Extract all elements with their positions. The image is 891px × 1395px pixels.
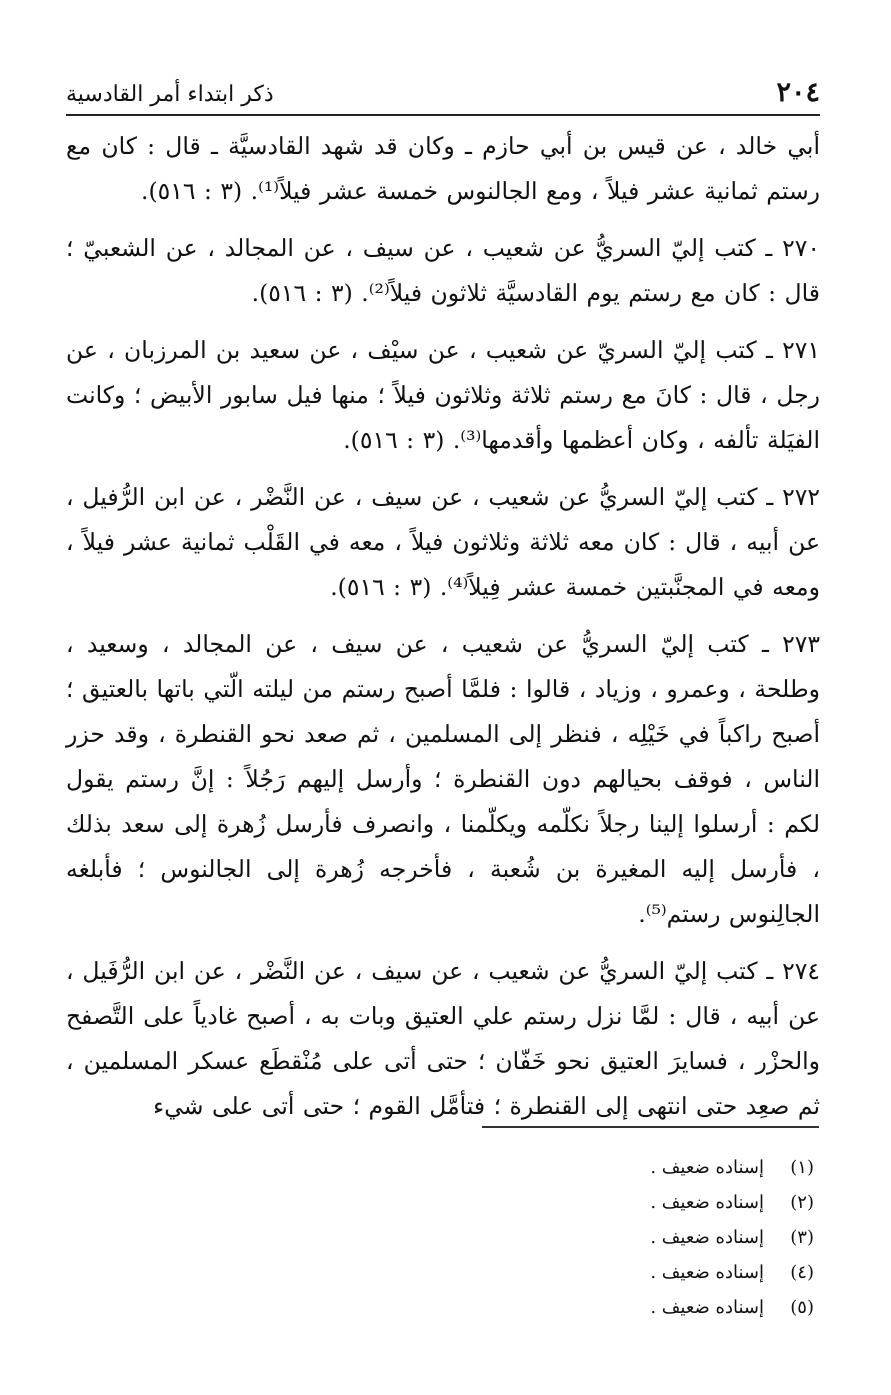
footnote-item	[314, 1185, 814, 1220]
footnote-item	[314, 1290, 814, 1325]
footnote-item	[314, 1150, 814, 1185]
footnote-marker: (٢)	[790, 1192, 814, 1213]
footnote-marker: (٣)	[790, 1227, 814, 1248]
paragraph-271: ٢٧١ ـ كتب إليّ السريّ عن شعيب ، عن سيْف ، عن سعيد بن المرزبان ، عن رجل ، قال : كانَ مع رستم ثلاثة وثلاثون فيلاً ؛ منها فيل سابور الأبيض ؛ وكانت الفيَلة تألفه ، وكان أعظمها وأقدمها⁽³⁾. (٣ : ٥١٦).	[66, 336, 820, 454]
paragraph-272: ٢٧٢ ـ كتب إليّ السريُّ عن شعيب ، عن سيف ، عن النَّضْر ، عن ابن الرُّفيل ، عن أبيه ، قال : كان معه ثلاثة وثلاثون فيلاً ، معه في القَلْب ثمانية عشر فيلاً ، ومعه في المجنَّبتين خمسة عشر فِيلاً⁽⁴⁾. (٣ : ٥١٦).	[66, 483, 820, 601]
footnote-text: إسناده ضعيف .	[650, 1192, 764, 1213]
footnotes	[314, 1150, 814, 1325]
book-page	[66, 76, 820, 1376]
footnote-marker: (٤)	[790, 1262, 814, 1283]
footnote-text: إسناده ضعيف .	[650, 1262, 764, 1283]
paragraph-270: ٢٧٠ ـ كتب إليّ السريُّ عن شعيب ، عن سيف ، عن المجالد ، عن الشعبيّ ؛ قال : كان مع رستم يوم القادسيَّة ثلاثون فيلاً⁽²⁾. (٣ : ٥١٦).	[66, 234, 820, 307]
running-title: ذكر ابتداء أمر القادسية	[66, 82, 274, 107]
running-head	[66, 76, 820, 116]
footnote-item	[314, 1220, 814, 1255]
page-number: ٢٠٤	[776, 77, 820, 108]
body-text	[66, 124, 820, 1129]
footnote-text: إسناده ضعيف .	[650, 1157, 764, 1178]
footnote-marker: (٥)	[790, 1297, 814, 1318]
paragraph-273: ٢٧٣ ـ كتب إليّ السريُّ عن شعيب ، عن سيف ، عن المجالد ، وسعيد ، وطلحة ، وعمرو ، وزياد ، قالوا : فلمَّا أصبح رستم من ليلته الّتي باتها بالعتيق ؛ أصبح راكباً في خَيْلِه ، فنظر إلى المسلمين ، ثم صعد نحو القنطرة ، وقد حزر الناس ، فوقف بحيالهم دون القنطرة ؛ وأرسل إليهم رَجُلاً : إنَّ رستم يقول لكم : أرسلوا إلينا رجلاً نكلّمه ويكلّمنا ، وانصرف فأرسل زُهرة إلى سعد بذلك ، فأرسل إليه المغيرة بن شُعبة ، فأخرجه زُهرة إلى الجالنوس ؛ فأبلغه الجالِنوس رستم⁽⁵⁾.	[66, 630, 820, 928]
footnote-text: إسناده ضعيف .	[650, 1227, 764, 1248]
paragraph-274: ٢٧٤ ـ كتب إليّ السريُّ عن شعيب ، عن سيف ، عن النَّضْر ، عن ابن الرُّفَيل ، عن أبيه ، قال : لمَّا نزل رستم علي العتيق وبات به ، أصبح غادياً على التَّصفح والحزْر ، فسايرَ العتيق نحو خَفّان ؛ حتى أتى على مُنْقطَع عسكر المسلمين ، ثم صعِد حتى انتهى إلى القنطرة ؛ فتأمَّل القوم ؛ حتى أتى على شيء	[66, 957, 820, 1120]
footnote-divider	[482, 1126, 819, 1128]
footnote-text: إسناده ضعيف .	[650, 1297, 764, 1318]
footnote-marker: (١)	[790, 1157, 814, 1178]
paragraph-continuation: أبي خالد ، عن قيس بن أبي حازم ـ وكان قد شهد القادسيَّة ـ قال : كان مع رستم ثمانية عشر فيلاً ، ومع الجالنوس خمسة عشر فيلاً⁽¹⁾. (٣ : ٥١٦).	[66, 132, 820, 205]
footnote-item	[314, 1255, 814, 1290]
